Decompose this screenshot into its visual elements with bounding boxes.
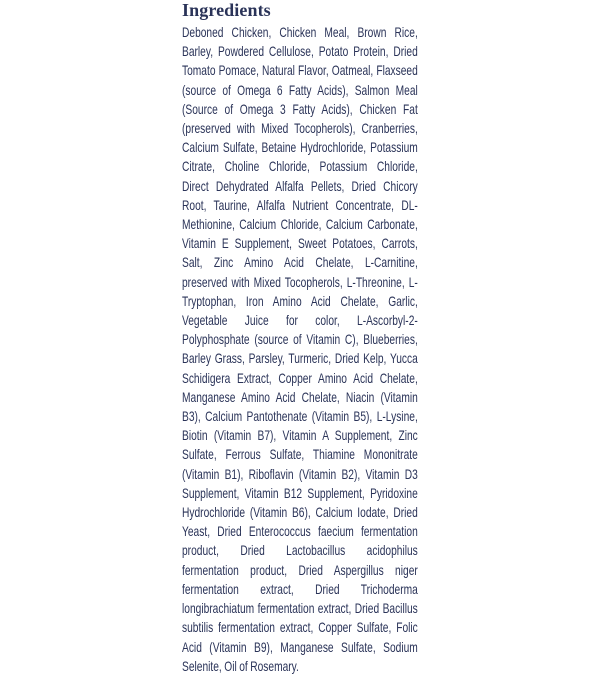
ingredients-list-text: Deboned Chicken, Chicken Meal, Brown Rice, Barley, Powdered Cellulose, Potato Protein, Dried Tomato Pomace, Natural Flavor, Oatmeal, Flaxseed (source of Omega 6 Fatty Acids), Salmon Meal (Source of Omega 3 Fatty Acids), Chicken Fat (preserved with Mixed Tocopherols), Cranberries, Calcium Sulfate, Betaine Hydrochloride, Potassium Citrate, Choline Chloride, Potassium Chloride, Direct Dehydrated Alfalfa Pellets, Dried Chicory Root, Taurine, Alfalfa Nutrient Concentrate, DL-Methionine, Calcium Chloride, Calcium Carbonate, Vitamin E Supplement, Sweet Potatoes, Carrots, Salt, Zinc Amino Acid Chelate, L-Carnitine, preserved with Mixed Tocopherols, L-Threonine, L-Tryptophan, Iron Amino Acid Chelate, Garlic, Vegetable Juice for color, L-Ascorbyl-2-Polyphosphate (source of Vitamin C), Blueberries, Barley Grass, Parsley, Turmeric, Dried Kelp, Yucca Schidigera Extract, Copper Amino Acid Chelate, Manganese Amino Acid Chelate, Niacin (Vitamin B3), Calcium Pantothenate (Vitamin B5), L-Lysine, Biotin (Vitamin B7), Vitamin A Supplement, Zinc Sulfate, Ferrous Sulfate, Thiamine Mononitrate (Vitamin B1), Riboflavin (Vitamin B2), Vitamin D3 Supplement, Vitamin B12 Supplement, Pyridoxine Hydrochloride (Vitamin B6), Calcium Iodate, Dried Yeast, Dried Enterococcus faecium fermentation product, Dried Lactobacillus acidophilus fermentation product, Dried Aspergillus niger fermentation extract, Dried Trichoderma longibrachiatum fermentation extract, Dried Bacillus subtilis fermentation extract, Copper Sulfate, Folic Acid (Vitamin B9), Manganese Sulfate, Sodium Selenite, Oil of Rosemary. <box>182 24 418 674</box>
ingredients-panel <box>182 0 418 674</box>
ingredients-heading: Ingredients <box>182 0 271 20</box>
